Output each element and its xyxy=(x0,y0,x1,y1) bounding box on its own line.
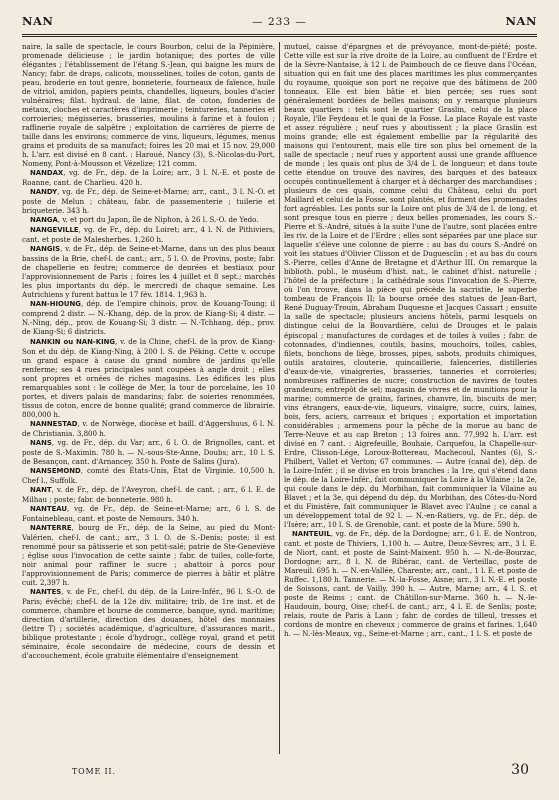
right-column xyxy=(284,42,537,754)
dictionary-entry xyxy=(22,299,275,336)
entry-headword: NANKIN ou NAN-KING xyxy=(30,337,116,346)
entry-text: , bourg de Fr., dép. de la Seine, au pied du Mont-Valérien, chef-l. de cant.; arr., 3 l. O. de S.-Denis; poste; il est renommé pour sa pâtisserie et son petit-salé; patrie de Ste-Geneviève ; église sous l'invocation de cette sainte ; fabr. de tuiles, colle-forte, noir animal pour raffiner le sucre ; abattoir à porcs pour l'approvisionnement de Paris; commerce de pierres à bâtir et plâtre cuit. 2,397 h. xyxy=(22,522,275,587)
entry-headword: NANGA xyxy=(30,216,58,225)
entry-text: , comté des États-Unis, État de Virginie. 10,500 h. Chef l., Suffolk. xyxy=(22,465,275,485)
dictionary-entry xyxy=(22,337,275,419)
entry-headword: NANTERRE xyxy=(30,523,72,532)
entry-text: , v. de Fr., dép. de l'Aveyron, chef-l. de cant. ; arr., 6 l. E. de Milhau ; poste; fabr. de bonneterie. 980 h. xyxy=(22,484,275,504)
dictionary-entry xyxy=(22,466,275,485)
dictionary-entry xyxy=(22,587,275,660)
dictionary-entry xyxy=(22,42,275,168)
left-column xyxy=(22,42,275,754)
entry-text: , v. de Norwège, diocèse et baill. d'Aggershuus, 6 l. N. de Christiania. 3,800 h. xyxy=(22,418,275,438)
header-left-word: NAN xyxy=(22,14,54,28)
dictionary-entry xyxy=(22,504,275,523)
dictionary-entry xyxy=(22,438,275,466)
entry-headword: NANDAX xyxy=(30,169,64,178)
dictionary-entry xyxy=(22,244,275,299)
entry-text: , vg. de Fr., dép. du Var; arr., 6 l. O. de Brignolles, cant. et poste de S.-Maximin. 780 h. — N.-sous-Ste-Anne, Doubs; arr., 10 l. S. de Besançon, cant. d'Arnancey. 350 h. Poste de Salins (Jura). xyxy=(22,437,275,466)
entry-text: , vg. de Fr., dép. de Seine-et-Marne; arr., 6 l. S. de Fontainebleau, cant. et poste de Nemours. 340 h. xyxy=(22,503,275,523)
entry-headword: NANNESTAD xyxy=(30,419,78,428)
entry-text: , vg. de Fr., dép. de la Loire; arr., 3 l. N.-E. et poste de Roanne, cant. de Charlieu. 420 h. xyxy=(22,168,275,188)
dictionary-entry xyxy=(22,485,275,504)
running-header xyxy=(22,14,537,32)
dictionary-entry xyxy=(22,168,275,187)
dictionary-entry xyxy=(284,529,537,638)
entry-text: , vg. de Fr., dép. de Seine-et-Marne; arr., cant., 3 l. N.-O. et poste de Melun ; château, fabr. de passementerie ; tuilerie et briqueterie. 343 h. xyxy=(22,187,275,216)
entry-text: , v. de Fr., dép. de Seine-et-Marne, dans un des plus beaux bassins de la Brie, chef-l. de cant.; arr., 5 l. O. de Provins, poste; fabr. de chapellerie en feutre; commerce de denrées et bestiaux pour l'approvisionnement de Paris ; foires les 4 juillet et 8 sept.; marchés les plus importants du dép. le mercredi de chaque semaine. Les Autrichiens y furent battus le 17 fév. 1814. 1,963 h. xyxy=(22,244,275,300)
volume-label: TOME II. xyxy=(72,767,116,776)
dictionary-entry xyxy=(284,42,537,529)
entry-text: , vg. de Fr., dép. de la Dordogne; arr., 6 l. E. de Nontron, cant. et poste de Thiviers, 1,100 h. — Autre, Deux-Sèvres; arr., 3 l. E. de Niort, cant. et poste de Saint-Maixent. 950 h. — N.-de-Bourzac, Dordogne; arr., 8 l. N. de Ribérac, cant. de Verteillac, poste de Mareuil. 695 h. — N.-en-Vallée, Charente; arr., cant., 1 l. E. et poste de Ruffec. 1,180 h. Tannerie. — N.-la-Fosse, Aisne; arr., 3 l. N.-E. et poste de Soissons, cant. de Vailly. 390 h. — Autre, Marne; arr., 4 l. S. et poste de Reims ; cant. de Châtillon-sur-Marne. 360 h. — N.-le-Haudouin, bourg, Oise; chef-l. de cant.; arr., 4 l. E. de Senlis; poste; relais, route de Paris à Laon ; fabr. de cordes de tilleul, tresses et cordons de montre en cheveux ; commerce de grains et farines. 1,640 h. — N.-lès-Meaux, vg., Seine-et-Marne ; arr., cant., 1 l. S. et poste de xyxy=(284,528,537,639)
dictionary-entry xyxy=(22,523,275,587)
entry-headword: NANSEMOND xyxy=(30,466,81,475)
dictionary-entry xyxy=(22,187,275,215)
entry-headword: NANT xyxy=(30,485,52,494)
entry-text: naire, la salle de spectacle, le cours Bourbon, celui de la Pépinière, promenade délicieuse ; le jardin botanique; des portes de ville élégantes ; l'établissement de l'étang S.-Jean, qui baigne les murs de Nancy; fabr. de draps, calicots, mousselines, toiles de coton, gants de peau, broderie en tout genre, bonneterie, fourneaux de faïence, huile de vitriol, amidon, papiers peints, chandelles, liqueurs, boules d'acier vulnéraires; filat. hydraul. de laine, filat. de coton, fonderies de métaux, cloches et caractères d'imprimerie ; teintureries, tanneries et corroieries; mégisseries, brasseries, moulins à farine et à foulon ; raffinerie royale de salpêtre ; exploitation de carrières de pierre de taille dans les environs; commerce de vins, liqueurs, légumes, menus grains et produits de sa manufact; foires les 20 mai et 15 nov. 29,000 h. L'arr. est divisé en 8 cant. : Haroué, Nancy (3), S.-Nicolas-du-Port, Nomeny, Pont-à-Mousson et Vézelize; 121 comm. xyxy=(22,42,275,169)
entry-headword: NANDY xyxy=(30,188,58,197)
signature-mark: 30 xyxy=(511,762,529,778)
entry-text: , v. de Fr., chef-l. du dép. de la Loire-Infér., 96 l. S.-O. de Paris; évêché; chef-l. de la 12e div. militaire; trib. de 1re inst. et de commerce, chambre et bourse de commerce, banque, synd. maritime; direction d'artillerie, direction des douanes, hôtel des monnaies (lettre T) ; sociétés académique, d'agriculture, d'assurances marit., biblique protestante ; école d'hydrogr., collège royal, grand et petit séminaire, école secondaire de médecine, cours de dessin et d'accouchement, école gratuite élémentaire d'enseignement xyxy=(22,586,275,661)
header-right-word: NAN xyxy=(505,14,537,28)
dictionary-entry xyxy=(22,215,275,225)
header-rule xyxy=(22,34,537,37)
column-divider xyxy=(279,42,280,754)
entry-text: , dép. de l'empire chinois, prov. de Kouang-Toung; il comprend 2 distr. — N.-Khang, dép. de la prov. de Kiang-Si; 4 distr. — N.-Ning, dép., prov. de Kouang-Si; 3 distr. — N.-Tchhang, dép., prov. de Kiang-Si; 6 districts. xyxy=(22,299,275,337)
entry-text: mutuel, caisse d'épargnes et de prévoyance, mont-de-piété; poste. Cette ville est sur la rive droite de la Loire, au confluent de l'Erdre et de la Sèvre-Nantaise, à 12 l. de Paimbouch de ce fleuve dans l'Océan, situation qui en fait une des places maritimes les plus commerçantes du royaume, quoique son port ne reçoive que des bâtimens de 200 tonneaux. Elle est bien bâtie et bien percée; ses rues sont généralement bordées de belles maisons; on y remarque plusieurs beaux quartiers : tels sont le quartier Graslin, celui de la place Royale, l'île Feydeau et le quai de la Fosse. La place Royale est vaste et assez régulière ; neuf rues y aboutissent ; la place Graslin est moins grande; elle est également embellie par la régularité des maisons qui l'entourent, mais elle tire son plus bel ornement de la salle de spectacle ; neuf rues y apportent aussi une grande affluence de monde ; les quais ont plus de 3/4 de l. de longueur; et dans toute cette étendue on trouve des navires, des barques et des bateaux occupés continuellement à charger et à décharger des marchandises ; plusieurs de ces quais, comme celui du Château, celui du port Maillard et celui de la Fosse, sont plantés, et forment des promenades fort agréables. Les ponts sur la Loire ont plus de 3/4 de l. de long, et sont presque tous en pierre ; deux belles promenades, les cours S.-Pierre et S.-André, situés à la suite l'une de l'autre, sont placées entre les riv. de la Loire et de l'Erdre ; elles sont séparées par une place sur laquelle s'élève une colonne de pierre : au bas du cours S.-André on voit les statues d'Olivier Clisson et de Duguesclin ; et au bas du cours S.-Pierre, celles d'Anne de Bretagne et d'Arthur III. On remarque la biblioth. publ., le muséum d'hist. nat., le cabinet d'hist. naturelle ; l'hôtel de la préfecture ; la cathédrale sous l'invocation de S.-Pierre, où l'on trouve, dans la pièce qui précède la sacristie, le superbe tombeau de François II; la bourse ornée des statues de Jean-Bart, René Duguay-Trouin, Abraham Duquesne et Jacques Cassart ; ensuite la salle de spectacle; plusieurs anciens hôtels, parmi lesquels on distingue celui de la Bouvardière, celui de Drouges et le palais épiscopal ; manufactures de cordages et de toiles à voiles ; fabr. de cotonnades, d'indiennes, coutils, basins, mouchoirs, toiles, cables, filets, bonchons de liège, brosses, pipes, sabots, produits chimiques, outils aratoires, clouterie, quincaillerie, faïenceries, distilleries d'eaux-de-vie, vinaigreries, brasseries, tanneries et corroieries; nombreuses raffineries de sucre; construction de navires de toutes grandeurs; entrepôt de sel; magasin de vivres et de munitions pour la marine; commerce de grains, farines, chanvre, lin, biscuits de mer; vins étrangers, eaux-de-vie, liqueurs, vinaigre, sucre, cuirs, laines, bois, fers, aciers, carreaux et briques ; exportation et importation considérables ; armemens pour la pêche de la morue au banc de Terre-Neuve et au cap Breton ; 13 foires ann. 77,992 h. L'arr. est divisé en 7 cant. : Aigrefeuille, Bouhaie, Carquefou, la Chapelle-sur-Erdre, Clisson-Lége, Loroux-Bottereau, Machecoul, Nantes (6), S.-Philbert, Vallet et Verton; 67 communes. — Autre (canal de), dép. de la Loire-Infér. ; il se divise en trois branches : la 1re, qui s'étend dans le dép. de la Loire-Infér., fait communiquer la Loire à la Vilaine ; la 2e, qui coule dans le dép. du Morbihan, fait communiquer la Vilaine au Blavet ; et la 3e, qui dépend du dép. du Morbihan, des Côtes-du-Nord et du Finistère, fait communiquer le Blavet avec l'Aulne ; ce canal a un développement total de 92 l. — N.-en-Ratiers, vg. de Fr., dép. de l'Isère; arr., 10 l. S. de Grenoble, cant. et poste de la Mure. 590 h. xyxy=(284,42,537,529)
entry-text: , v. de la Chine, chef-l. de la prov. de Kiang-Son et du dép. de Kiang-Ning, à 200 l. S. de Péking. Cette v. occupe un grand espace à cause du grand nombre de jardins qu'elle renferme; ses 4 rues principales sont coupées à angle droit ; elles sont propres et ornées de riches magasins. Les édifices les plus remarquables sont : le collège de Mer, la tour de porcelaine, les 10 portes, et divers palais de mandarins; fabr. de soieries renommées, tissus de coton, encre de bonne qualité; grand commerce de librairie. 800,000 h. xyxy=(22,336,275,419)
entry-text: , vg. de Fr., dép. du Loiret; arr., 4 l. N. de Pithiviers, cant. et poste de Malesherbes. 1,260 h. xyxy=(22,225,275,245)
entry-headword: NAN-HIOUNG xyxy=(30,300,81,309)
entry-headword: NANTEUIL xyxy=(292,529,331,538)
dictionary-entry xyxy=(22,419,275,438)
page-number: — 233 — xyxy=(252,16,307,28)
page-footer xyxy=(22,762,537,782)
dictionary-entry xyxy=(22,225,275,244)
entry-headword: NANS xyxy=(30,438,52,447)
entry-headword: NANGIS xyxy=(30,245,61,254)
entry-text: , v. et port du Japon, île de Niphon, à 26 l. S.-O. de Yedo. xyxy=(57,215,259,225)
entry-headword: NANTEAU xyxy=(30,504,67,513)
entry-headword: NANGEVILLE xyxy=(30,226,79,235)
entry-headword: NANTES xyxy=(30,587,62,596)
